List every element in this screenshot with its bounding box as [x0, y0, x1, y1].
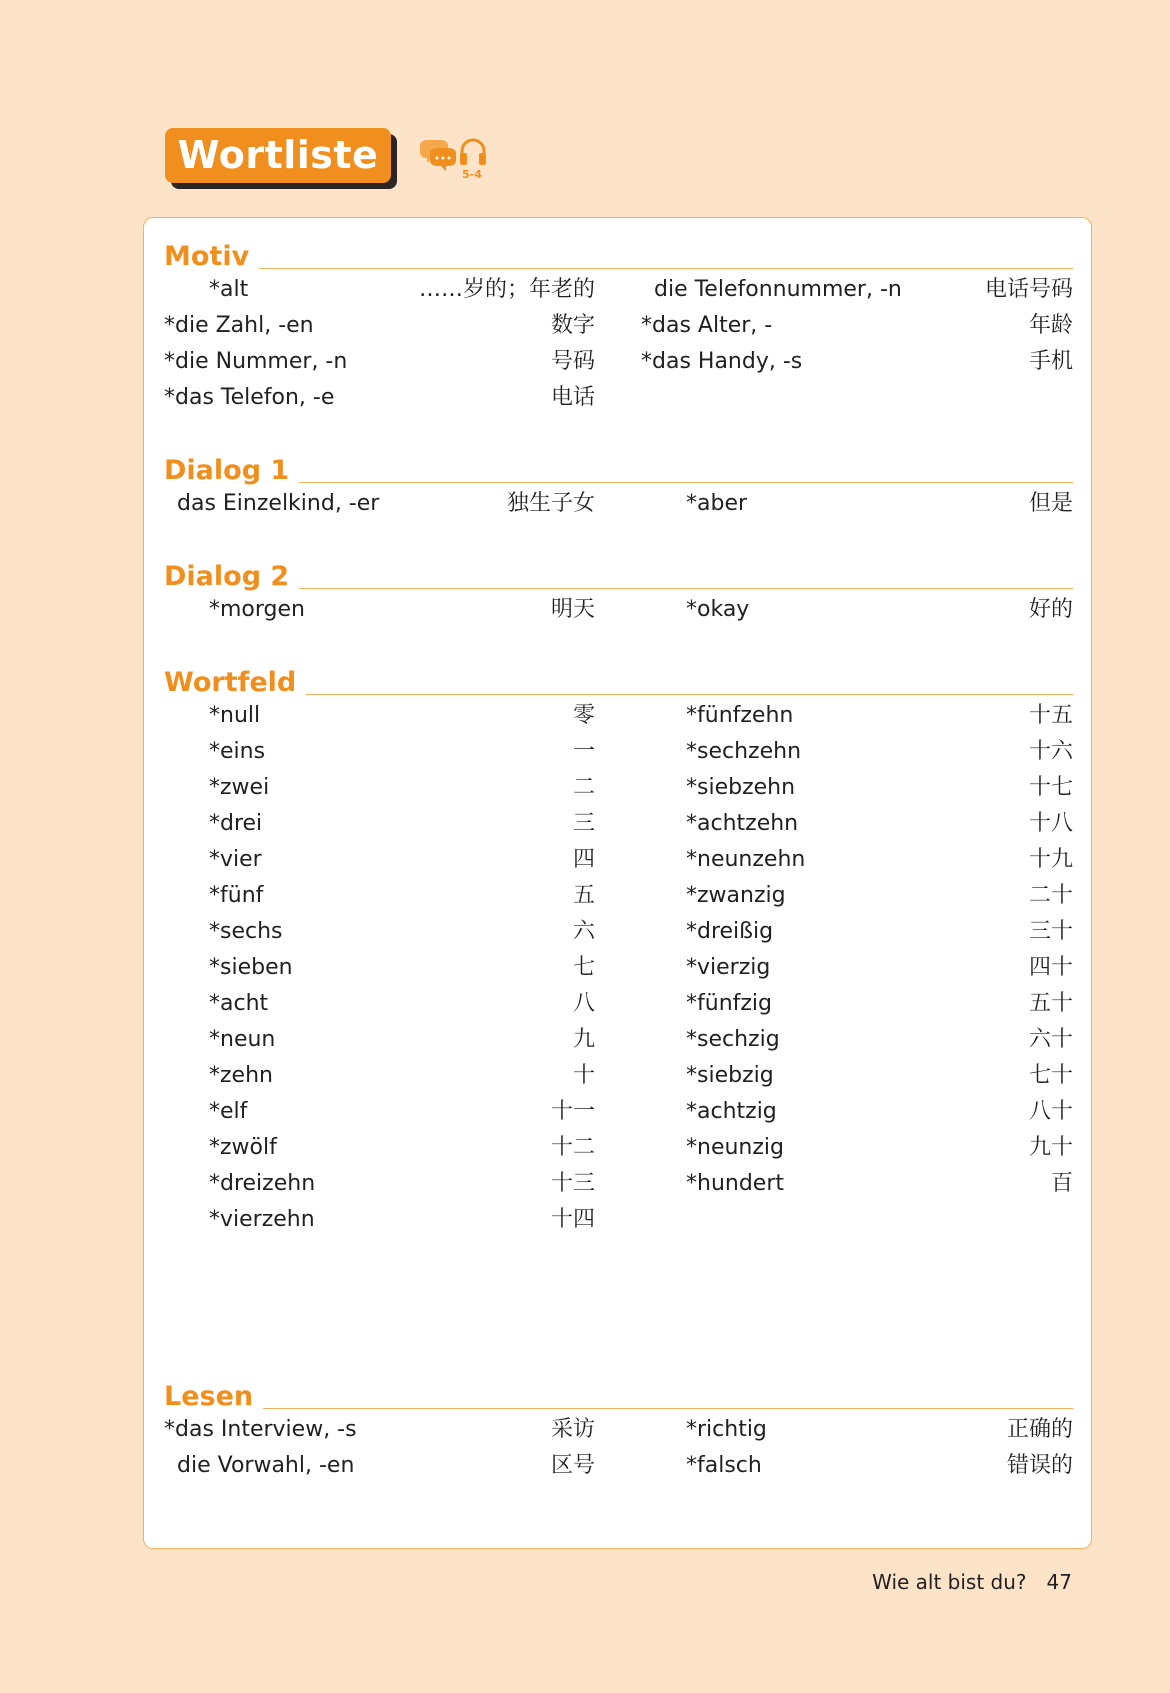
vocab-entry: [164, 806, 595, 842]
vocab-entry: [641, 1166, 1073, 1202]
section-title: Dialog 1: [164, 455, 290, 486]
german-term: *zehn: [209, 1063, 273, 1088]
german-term: die Vorwahl, -en: [177, 1453, 355, 1478]
german-term: *aber: [686, 491, 748, 516]
chinese-translation: 十八: [1028, 811, 1073, 836]
chinese-translation: 六: [572, 919, 595, 944]
section-rule: [299, 588, 1073, 589]
headphones-icon: [458, 136, 488, 170]
german-term: *hundert: [686, 1171, 785, 1196]
vocab-entry: [641, 592, 1073, 628]
page-title: Wortliste: [165, 128, 391, 183]
chinese-translation: 区号: [550, 1453, 595, 1478]
vocab-entry: [164, 986, 595, 1022]
german-term: *vierzehn: [209, 1207, 315, 1232]
german-term: das Einzelkind, -er: [177, 491, 380, 516]
vocab-entry: [641, 344, 1073, 380]
section-header: [164, 236, 1073, 272]
section-wortfeld: [164, 662, 1073, 1232]
vocab-column-right: [641, 698, 1073, 1202]
chinese-translation: 四: [572, 847, 595, 872]
section-motiv: [164, 236, 1073, 410]
german-term: *die Zahl, -en: [164, 313, 314, 338]
vocab-entry: [641, 1094, 1073, 1130]
audio-icons: [418, 136, 488, 186]
vocab-column-right: [641, 1412, 1073, 1484]
vocab-entry: [641, 734, 1073, 770]
german-term: *eins: [209, 739, 266, 764]
german-term: *sechs: [209, 919, 283, 944]
vocab-entry: [164, 1202, 595, 1238]
german-term: *zwanzig: [686, 883, 786, 908]
chinese-translation: 十四: [550, 1207, 595, 1232]
german-term: *dreizehn: [209, 1171, 316, 1196]
section-title: Wortfeld: [164, 667, 297, 698]
chinese-translation: 手机: [1028, 349, 1073, 374]
vocab-entry: [641, 986, 1073, 1022]
vocab-column-left: [164, 592, 595, 628]
chinese-translation: 九十: [1028, 1135, 1073, 1160]
word-list-card: [143, 217, 1092, 1549]
german-term: die Telefonnummer, -n: [654, 277, 902, 302]
vocab-entry: [641, 950, 1073, 986]
vocab-entry: [641, 272, 1073, 308]
vocab-entry: [641, 308, 1073, 344]
german-term: *acht: [209, 991, 269, 1016]
german-term: *sieben: [209, 955, 293, 980]
vocab-entry: [641, 914, 1073, 950]
vocab-entry: [164, 1166, 595, 1202]
vocab-column-right: [641, 486, 1073, 522]
vocab-column-left: [164, 272, 595, 416]
chinese-translation: 十: [572, 1063, 595, 1088]
german-term: *elf: [209, 1099, 248, 1124]
vocab-entry: [164, 592, 595, 628]
german-term: *morgen: [209, 597, 305, 622]
vocab-column-left: [164, 486, 595, 522]
vocab-entry: [164, 1448, 595, 1484]
vocab-entry: [641, 1448, 1073, 1484]
vocab-entry: [641, 1058, 1073, 1094]
chinese-translation: 十七: [1028, 775, 1073, 800]
german-term: *achtzehn: [686, 811, 799, 836]
chinese-translation: 十二: [550, 1135, 595, 1160]
chinese-translation: 十一: [550, 1099, 595, 1124]
chinese-translation: 好的: [1028, 597, 1073, 622]
german-term: *alt: [209, 277, 249, 302]
chinese-translation: 三: [572, 811, 595, 836]
chinese-translation: 五十: [1028, 991, 1073, 1016]
vocab-entry: [641, 842, 1073, 878]
german-term: *fünfzig: [686, 991, 773, 1016]
german-term: *neunzig: [686, 1135, 784, 1160]
section-lesen: [164, 1376, 1073, 1478]
chinese-translation: ……岁的；年老的: [418, 277, 595, 302]
chinese-translation: 年龄: [1028, 313, 1073, 338]
section-title: Lesen: [164, 1381, 254, 1412]
vocab-entry: [641, 878, 1073, 914]
chinese-translation: 八十: [1028, 1099, 1073, 1124]
vocab-entry: [164, 344, 595, 380]
vocab-entry: [164, 950, 595, 986]
chinese-translation: 独生子女: [506, 491, 595, 516]
vocab-entry: [164, 380, 595, 416]
german-term: *okay: [686, 597, 750, 622]
german-term: *vierzig: [686, 955, 771, 980]
german-term: *das Interview, -s: [164, 1417, 357, 1442]
vocab-entry: [164, 486, 595, 522]
vocab-entry: [164, 308, 595, 344]
german-term: *fünf: [209, 883, 264, 908]
german-term: *sechzehn: [686, 739, 802, 764]
section-header: [164, 1376, 1073, 1412]
chinese-translation: 十九: [1028, 847, 1073, 872]
section-title: Dialog 2: [164, 561, 290, 592]
german-term: *siebzig: [686, 1063, 774, 1088]
title-banner: [165, 128, 391, 183]
chinese-translation: 六十: [1028, 1027, 1073, 1052]
german-term: *fünfzehn: [686, 703, 794, 728]
chinese-translation: 零: [572, 703, 595, 728]
german-term: *neun: [209, 1027, 276, 1052]
vocab-entry: [164, 842, 595, 878]
vocab-entry: [164, 734, 595, 770]
vocab-entry: [164, 1130, 595, 1166]
vocab-entry: [164, 1094, 595, 1130]
chinese-translation: 电话号码: [984, 277, 1073, 302]
section-dialog-2: [164, 556, 1073, 622]
german-term: *das Telefon, -e: [164, 385, 335, 410]
section-header: [164, 450, 1073, 486]
german-term: *dreißig: [686, 919, 774, 944]
chinese-translation: 错误的: [1006, 1453, 1073, 1478]
chinese-translation: 三十: [1028, 919, 1073, 944]
german-term: *vier: [209, 847, 262, 872]
vocab-entry: [641, 486, 1073, 522]
chapter-title: Wie alt bist du?: [872, 1570, 1027, 1594]
german-term: *zwölf: [209, 1135, 277, 1160]
vocab-entry: [164, 272, 595, 308]
german-term: *die Nummer, -n: [164, 349, 348, 374]
chinese-translation: 二十: [1028, 883, 1073, 908]
chinese-translation: 十三: [550, 1171, 595, 1196]
chinese-translation: 七十: [1028, 1063, 1073, 1088]
german-term: *siebzehn: [686, 775, 796, 800]
chinese-translation: 百: [1050, 1171, 1073, 1196]
chinese-translation: 采访: [550, 1417, 595, 1442]
vocab-column-right: [641, 592, 1073, 628]
chinese-translation: 一: [572, 739, 595, 764]
german-term: *null: [209, 703, 261, 728]
section-rule: [306, 694, 1073, 695]
section-rule: [263, 1408, 1073, 1409]
vocab-column-right: [641, 272, 1073, 380]
vocab-entry: [641, 698, 1073, 734]
chinese-translation: 七: [572, 955, 595, 980]
vocab-column-left: [164, 1412, 595, 1484]
vocab-entry: [641, 1130, 1073, 1166]
german-term: *das Handy, -s: [641, 349, 803, 374]
vocab-entry: [164, 698, 595, 734]
german-term: *richtig: [686, 1417, 767, 1442]
chinese-translation: 电话: [550, 385, 595, 410]
section-header: [164, 556, 1073, 592]
vocab-entry: [164, 1022, 595, 1058]
section-title: Motiv: [164, 241, 250, 272]
chinese-translation: 八: [572, 991, 595, 1016]
vocab-entry: [641, 770, 1073, 806]
vocab-entry: [164, 1058, 595, 1094]
vocab-entry: [164, 1412, 595, 1448]
german-term: *neunzehn: [686, 847, 806, 872]
chinese-translation: 五: [572, 883, 595, 908]
chinese-translation: 数字: [550, 313, 595, 338]
track-number: 5-4: [462, 168, 482, 181]
german-term: *drei: [209, 811, 263, 836]
section-dialog-1: [164, 450, 1073, 516]
vocab-entry: [164, 878, 595, 914]
german-term: *sechzig: [686, 1027, 780, 1052]
german-term: *zwei: [209, 775, 270, 800]
vocab-entry: [641, 1412, 1073, 1448]
vocab-entry: [641, 806, 1073, 842]
chinese-translation: 正确的: [1006, 1417, 1073, 1442]
german-term: *das Alter, -: [641, 313, 773, 338]
vocab-column-left: [164, 698, 595, 1238]
chinese-translation: 四十: [1028, 955, 1073, 980]
page-footer: [872, 1570, 1072, 1594]
section-header: [164, 662, 1073, 698]
chinese-translation: 但是: [1028, 491, 1073, 516]
section-rule: [299, 482, 1073, 483]
chinese-translation: 十五: [1028, 703, 1073, 728]
section-rule: [259, 268, 1073, 269]
page-number: 47: [1046, 1570, 1072, 1594]
chinese-translation: 明天: [550, 597, 595, 622]
chinese-translation: 二: [572, 775, 595, 800]
chinese-translation: 号码: [550, 349, 595, 374]
vocab-entry: [164, 770, 595, 806]
german-term: *achtzig: [686, 1099, 777, 1124]
chinese-translation: 九: [572, 1027, 595, 1052]
vocab-entry: [641, 1022, 1073, 1058]
vocab-entry: [164, 914, 595, 950]
german-term: *falsch: [686, 1453, 762, 1478]
chinese-translation: 十六: [1028, 739, 1073, 764]
